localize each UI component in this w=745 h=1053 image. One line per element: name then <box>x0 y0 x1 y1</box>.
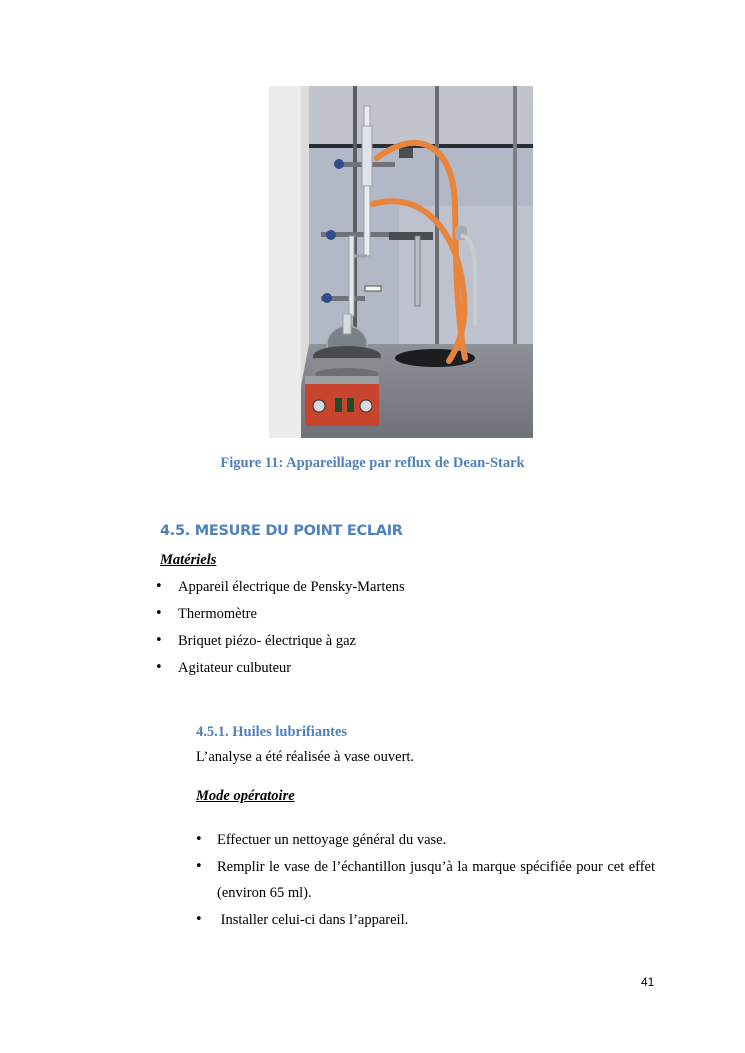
list-item: • Remplir le vase de l’échantillon jusqu’à la marque spécifiée pour cet effet (environ 65 ml). <box>217 854 655 906</box>
intro-paragraph: L’analyse a été réalisée à vase ouvert. <box>196 749 415 765</box>
list-item: • Appareil électrique de Pensky-Martens <box>178 578 405 605</box>
list-item: • Agitateur culbuteur <box>178 659 405 686</box>
list-item: • Briquet piézo- électrique à gaz <box>178 632 405 659</box>
list-item: • Thermomètre <box>178 605 405 632</box>
materials-title: Matériels <box>160 552 217 568</box>
list-item: • Installer celui-ci dans l’appareil. <box>217 907 655 933</box>
subsection-heading: 4.5.1. Huiles lubrifiantes <box>196 724 348 740</box>
procedure-steps <box>217 827 655 934</box>
list-item: • Effectuer un nettoyage général du vase. <box>217 827 655 853</box>
page-number: 41 <box>641 975 655 989</box>
figure-caption: Figure 11: Appareillage par reflux de Dean-Stark <box>220 455 525 471</box>
materials-list <box>178 578 405 686</box>
section-heading: 4.5. MESURE DU POINT ECLAIR <box>160 523 403 539</box>
procedure-title: Mode opératoire <box>196 788 295 804</box>
dean-stark-apparatus-photo <box>269 86 533 438</box>
